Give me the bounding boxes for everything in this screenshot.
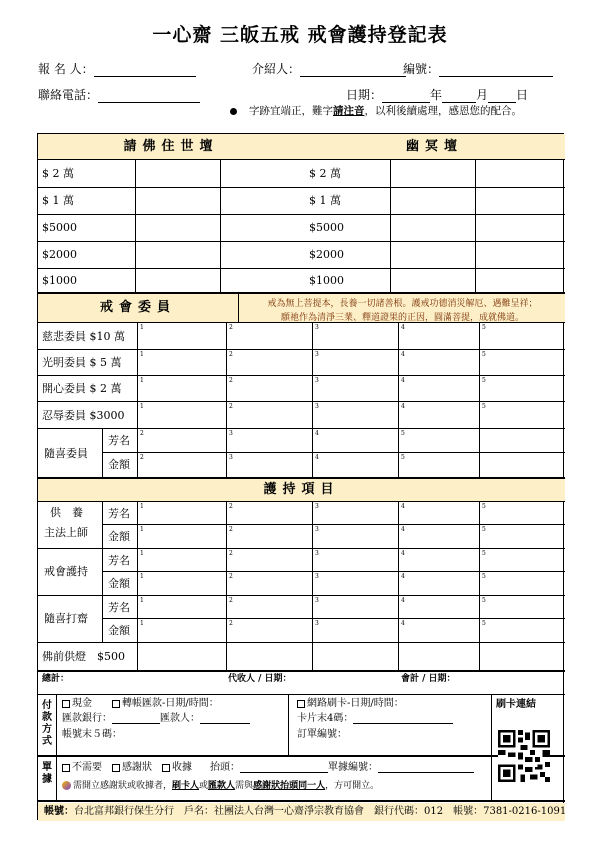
amount-label: 金額: [108, 624, 130, 637]
cell-index: 4: [315, 430, 319, 437]
committee-tier: 忍辱委員 $3000: [42, 409, 125, 422]
nether-section-header: 幽冥壇: [405, 139, 463, 154]
cell-index: 4: [401, 573, 405, 580]
cell-index: 4: [401, 550, 405, 557]
committee-tier: 光明委員 $ 5 萬: [42, 356, 122, 369]
cell-index: 5: [482, 403, 486, 410]
cell-index: 1: [140, 503, 144, 510]
pray-amount: $ 2 萬: [42, 167, 74, 180]
committee-tier: 慈悲委員 $10 萬: [42, 330, 125, 343]
checkbox-icon: [62, 764, 70, 772]
writing-note: 字跡宜端正，難字請注音，以利後續處理，感恩您的配合。: [230, 103, 522, 118]
cell-index: 3: [315, 597, 319, 604]
pray-amount: $ 1 萬: [42, 194, 74, 207]
thanks-letter-option[interactable]: 感謝狀: [112, 763, 152, 773]
cell-index: 1: [140, 377, 144, 384]
cell-index: 5: [482, 503, 486, 510]
cell-index: 2: [229, 377, 233, 384]
name-label: 芳名: [108, 554, 130, 567]
name-field[interactable]: 報 名 人：: [38, 60, 196, 77]
receipt-none-option[interactable]: 不需要: [62, 763, 102, 773]
cell-index: 4: [315, 454, 319, 461]
cell-index: 4: [401, 503, 405, 510]
qr-code-icon[interactable]: [498, 730, 550, 782]
cell-index: 3: [315, 550, 319, 557]
cell-index: 2: [229, 550, 233, 557]
cell-index: 4: [401, 597, 405, 604]
cell-index: 2: [229, 324, 233, 331]
cell-index: 4: [401, 351, 405, 358]
cell-index: 3: [315, 526, 319, 533]
checkbox-icon: [297, 700, 305, 708]
form-title: 一心齋 三皈五戒 戒會護持登記表: [152, 24, 448, 46]
cell-index: 2: [140, 454, 144, 461]
cell-index: 4: [401, 403, 405, 410]
cell-index: 2: [229, 526, 233, 533]
suixi-committee-label: 隨喜委員: [44, 447, 88, 460]
cell-index: 1: [140, 620, 144, 627]
nether-amount: $ 2 萬: [309, 167, 341, 180]
pray-amount: $5000: [42, 221, 77, 234]
cell-index: 5: [401, 454, 405, 461]
pray-amount: $2000: [42, 248, 77, 261]
support-meal-label: 隨喜打齋: [44, 612, 88, 625]
cell-index: 4: [401, 377, 405, 384]
cell-index: 1: [140, 526, 144, 533]
support-offering-label: 供 養: [50, 506, 83, 519]
receipt-option[interactable]: 收據: [162, 763, 192, 773]
support-master-label: 主法上師: [44, 526, 88, 539]
name-label: 芳名: [108, 601, 130, 614]
cell-index: 5: [482, 324, 486, 331]
introducer-field[interactable]: 介紹人：: [252, 60, 406, 77]
cell-index: 3: [315, 503, 319, 510]
committee-section-header: 戒會委員: [99, 300, 176, 315]
nether-amount: $1000: [309, 274, 344, 287]
receipt-label: 單據: [42, 762, 52, 785]
cell-index: 4: [401, 324, 405, 331]
total-label: 總計：: [42, 674, 70, 684]
cell-index: 3: [229, 430, 233, 437]
bank-field[interactable]: 匯款銀行： 匯款人：: [62, 714, 250, 724]
cell-index: 1: [140, 403, 144, 410]
collector-label: 代收人 / 日期：: [228, 674, 292, 684]
pray-amount: $1000: [42, 274, 77, 287]
account-last5-field[interactable]: 帳號末５碼：: [62, 729, 122, 740]
cell-index: 5: [482, 377, 486, 384]
cell-index: 1: [140, 324, 144, 331]
cell-index: 1: [140, 550, 144, 557]
cell-index: 5: [482, 573, 486, 580]
checkbox-icon: [162, 764, 170, 772]
amount-label: 金額: [108, 577, 130, 590]
nether-amount: $5000: [309, 221, 344, 234]
support-section-header: 護持項目: [263, 482, 340, 497]
cell-index: 4: [401, 620, 405, 627]
cell-index: 1: [140, 597, 144, 604]
cell-index: 5: [482, 526, 486, 533]
name-label: 芳名: [108, 507, 130, 520]
bullet-icon: [230, 108, 237, 115]
receipt-note: 需開立感謝狀或收據者，刷卡人或匯款人需與感謝狀抬頭同一人，方可開立。: [62, 781, 379, 791]
cell-index: 2: [229, 403, 233, 410]
cell-index: 3: [315, 620, 319, 627]
cell-index: 2: [229, 351, 233, 358]
cell-index: 5: [401, 430, 405, 437]
nether-amount: $2000: [309, 248, 344, 261]
cell-index: 2: [229, 573, 233, 580]
cell-index: 3: [315, 403, 319, 410]
cell-index: 3: [315, 324, 319, 331]
cell-index: 3: [315, 377, 319, 384]
committee-tier: 開心委員 $ 2 萬: [42, 382, 122, 395]
accountant-label: 會計 / 日期：: [401, 674, 456, 684]
cell-index: 2: [229, 620, 233, 627]
cell-index: 3: [315, 573, 319, 580]
cell-index: 2: [229, 503, 233, 510]
date-field[interactable]: 日期： 年 月 日: [346, 88, 529, 102]
order-number-field[interactable]: 訂單編號：: [297, 729, 347, 740]
checkbox-icon: [112, 764, 120, 772]
nether-amount: $ 1 萬: [309, 194, 341, 207]
card-last4-field[interactable]: 卡片末4碼：: [297, 714, 453, 724]
cell-index: 3: [229, 454, 233, 461]
serial-field[interactable]: 編號：: [403, 60, 553, 77]
lamp-offering-label: 佛前供燈 $500: [42, 650, 125, 663]
checkbox-icon: [112, 700, 120, 708]
cell-index: 2: [140, 430, 144, 437]
payment-method-label: 付款方式: [42, 700, 52, 747]
precept-slogan: 戒為無上菩提本，長養一切諸善根。護戒功德消災解厄、遇難呈祥； 願祂作為清淨三業、釋道證果的正因，圓滿菩提，成就佛道。: [267, 299, 538, 323]
cell-index: 5: [482, 351, 486, 358]
receipt-number-field[interactable]: 單據編號：: [328, 763, 474, 773]
registration-form: [37, 133, 567, 820]
cash-option[interactable]: 現金: [62, 699, 92, 709]
cell-index: 5: [482, 597, 486, 604]
cell-index: 4: [401, 526, 405, 533]
transfer-option[interactable]: 轉帳匯款-日期/時間：: [112, 699, 219, 709]
cell-index: 1: [140, 573, 144, 580]
bank-account-footer: 帳號：台北富邦銀行保生分行 戶名：社團法人台灣一心齋淨宗教育協會 銀行代碼：012 帳號：7381-0216-1091: [38, 803, 565, 821]
card-option[interactable]: 網路刷卡-日期/時間：: [297, 699, 404, 709]
name-label: 芳名: [108, 434, 130, 447]
amount-label: 金額: [108, 530, 130, 543]
phone-field[interactable]: 聯絡電話：: [38, 86, 200, 103]
checkbox-icon: [62, 700, 70, 708]
cell-index: 5: [482, 550, 486, 557]
cell-index: 2: [229, 597, 233, 604]
cell-index: 3: [315, 351, 319, 358]
cell-index: 5: [482, 620, 486, 627]
info-icon: [62, 781, 71, 790]
receipt-heading-field[interactable]: 抬頭：: [210, 763, 328, 773]
amount-label: 金額: [108, 458, 130, 471]
cell-index: 1: [140, 351, 144, 358]
pray-section-header: 請佛住世壇: [123, 139, 219, 154]
support-precept-label: 戒會護持: [44, 565, 88, 578]
card-link-label: 刷卡連結: [496, 699, 536, 710]
